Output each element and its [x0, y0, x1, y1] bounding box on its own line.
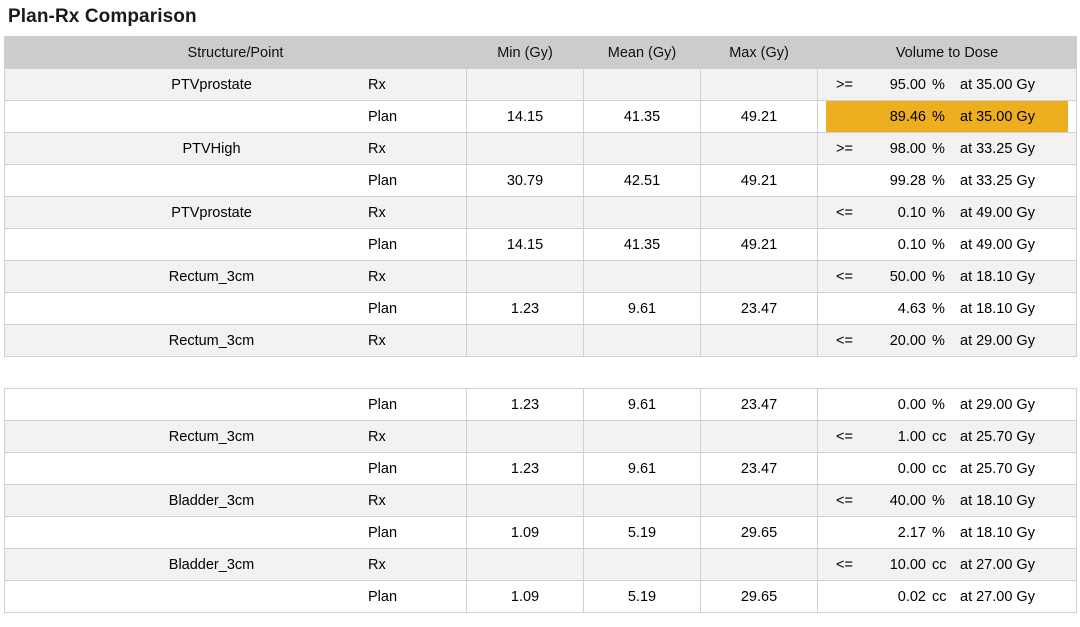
constraint-dose: at 35.00 Gy	[960, 76, 1035, 93]
cell-min: 1.09	[467, 581, 584, 613]
cell-volume	[818, 485, 1077, 517]
cell-structure	[5, 517, 467, 549]
cell-structure	[5, 453, 467, 485]
cell-volume	[818, 517, 1077, 549]
row-kind-label: Plan	[368, 460, 398, 477]
structure-name: PTVprostate	[171, 76, 252, 93]
constraint-value: 2.17	[897, 524, 926, 541]
row-kind-label: Plan	[368, 588, 398, 605]
constraint-dose: at 18.10 Gy	[960, 268, 1035, 285]
cell-volume	[818, 453, 1077, 485]
cell-structure	[5, 69, 467, 101]
constraint-unit: %	[932, 524, 945, 541]
cell-mean: 9.61	[584, 453, 701, 485]
cell-structure	[5, 325, 467, 357]
cell-mean	[584, 485, 701, 517]
cell-max	[701, 421, 818, 453]
constraint-value: 0.00	[897, 460, 926, 477]
row-kind-label: Rx	[368, 492, 386, 509]
constraint-unit: %	[932, 204, 945, 221]
cell-max: 49.21	[701, 101, 818, 133]
constraint-operator: >=	[836, 140, 853, 157]
row-kind-label: Rx	[368, 268, 386, 285]
cell-max	[701, 549, 818, 581]
cell-volume	[818, 69, 1077, 101]
page-title: Plan-Rx Comparison	[8, 6, 197, 27]
table-row	[5, 325, 1077, 357]
cell-mean	[584, 69, 701, 101]
constraint-unit: %	[932, 236, 945, 253]
cell-max: 23.47	[701, 293, 818, 325]
cell-min: 14.15	[467, 229, 584, 261]
cell-structure	[5, 197, 467, 229]
table-row	[5, 517, 1077, 549]
table-row	[5, 197, 1077, 229]
constraint-value: 89.46	[889, 108, 926, 125]
constraint-dose: at 29.00 Gy	[960, 332, 1035, 349]
table-row	[5, 389, 1077, 421]
cell-min: 1.23	[467, 389, 584, 421]
cell-mean: 9.61	[584, 293, 701, 325]
row-kind-label: Rx	[368, 428, 386, 445]
constraint-operator: <=	[836, 332, 853, 349]
column-header-mean: Mean (Gy)	[584, 37, 701, 69]
cell-min: 1.09	[467, 517, 584, 549]
cell-min	[467, 325, 584, 357]
constraint-operator: <=	[836, 204, 853, 221]
cell-volume	[818, 229, 1077, 261]
row-kind-label: Rx	[368, 204, 386, 221]
structure-name: Rectum_3cm	[168, 268, 255, 285]
row-kind-label: Rx	[368, 556, 386, 573]
constraint-unit: %	[932, 140, 945, 157]
constraint-unit: cc	[932, 460, 947, 477]
constraint-dose: at 18.10 Gy	[960, 492, 1035, 509]
cell-min: 14.15	[467, 101, 584, 133]
table-row	[5, 549, 1077, 581]
column-header-volume: Volume to Dose	[818, 37, 1077, 69]
structure-name: Rectum_3cm	[168, 428, 255, 445]
cell-structure	[5, 389, 467, 421]
constraint-value: 0.00	[897, 396, 926, 413]
cell-min	[467, 133, 584, 165]
table-row	[5, 101, 1077, 133]
cell-volume	[818, 581, 1077, 613]
constraint-unit: %	[932, 108, 945, 125]
cell-mean: 5.19	[584, 581, 701, 613]
cell-min: 1.23	[467, 453, 584, 485]
constraint-dose: at 27.00 Gy	[960, 556, 1035, 573]
cell-min	[467, 69, 584, 101]
cell-volume	[818, 133, 1077, 165]
table-row	[5, 69, 1077, 101]
cell-max: 29.65	[701, 581, 818, 613]
constraint-operator: <=	[836, 492, 853, 509]
page-break-gap-cell	[5, 357, 1077, 389]
constraint-operator: <=	[836, 556, 853, 573]
row-kind-label: Plan	[368, 524, 398, 541]
constraint-dose: at 18.10 Gy	[960, 524, 1035, 541]
table-row	[5, 229, 1077, 261]
cell-max	[701, 325, 818, 357]
structure-name: Bladder_3cm	[168, 556, 255, 573]
row-kind-label: Rx	[368, 76, 386, 93]
constraint-dose: at 27.00 Gy	[960, 588, 1035, 605]
cell-structure	[5, 549, 467, 581]
constraint-value: 50.00	[889, 268, 926, 285]
cell-mean	[584, 261, 701, 293]
table-row	[5, 293, 1077, 325]
table-body	[5, 69, 1077, 613]
cell-structure	[5, 485, 467, 517]
row-kind-label: Rx	[368, 140, 386, 157]
table-row	[5, 165, 1077, 197]
cell-max: 23.47	[701, 453, 818, 485]
cell-min	[467, 421, 584, 453]
cell-mean	[584, 197, 701, 229]
cell-max	[701, 485, 818, 517]
constraint-dose: at 49.00 Gy	[960, 204, 1035, 221]
constraint-value: 40.00	[889, 492, 926, 509]
constraint-value: 20.00	[889, 332, 926, 349]
constraint-unit: %	[932, 332, 945, 349]
cell-max: 49.21	[701, 229, 818, 261]
constraint-unit: %	[932, 492, 945, 509]
constraint-value: 0.02	[897, 588, 926, 605]
structure-name: Rectum_3cm	[168, 332, 255, 349]
cell-structure	[5, 133, 467, 165]
cell-max: 49.21	[701, 165, 818, 197]
cell-structure	[5, 101, 467, 133]
cell-structure	[5, 581, 467, 613]
constraint-unit: cc	[932, 588, 947, 605]
constraint-unit: %	[932, 76, 945, 93]
cell-mean: 41.35	[584, 229, 701, 261]
cell-volume-highlighted	[818, 101, 1077, 133]
cell-max: 23.47	[701, 389, 818, 421]
cell-volume	[818, 421, 1077, 453]
column-header-max: Max (Gy)	[701, 37, 818, 69]
cell-min	[467, 197, 584, 229]
constraint-value: 0.10	[897, 204, 926, 221]
constraint-unit: cc	[932, 556, 947, 573]
constraint-dose: at 33.25 Gy	[960, 172, 1035, 189]
constraint-dose: at 25.70 Gy	[960, 460, 1035, 477]
cell-mean	[584, 549, 701, 581]
constraint-value: 4.63	[897, 300, 926, 317]
cell-mean: 5.19	[584, 517, 701, 549]
row-kind-label: Rx	[368, 332, 386, 349]
cell-max	[701, 133, 818, 165]
constraint-dose: at 25.70 Gy	[960, 428, 1035, 445]
constraint-value: 98.00	[889, 140, 926, 157]
cell-volume	[818, 389, 1077, 421]
cell-mean	[584, 325, 701, 357]
constraint-dose: at 35.00 Gy	[960, 108, 1035, 125]
constraint-unit: cc	[932, 428, 947, 445]
structure-name: PTVHigh	[182, 140, 241, 157]
constraint-value: 0.10	[897, 236, 926, 253]
plan-rx-comparison-table	[4, 36, 1077, 613]
cell-mean: 9.61	[584, 389, 701, 421]
table-row	[5, 133, 1077, 165]
structure-name: Bladder_3cm	[168, 492, 255, 509]
cell-min	[467, 261, 584, 293]
constraint-value: 95.00	[889, 76, 926, 93]
cell-volume	[818, 293, 1077, 325]
cell-mean: 41.35	[584, 101, 701, 133]
column-header-min: Min (Gy)	[467, 37, 584, 69]
table-header	[5, 37, 1077, 69]
structure-name: PTVprostate	[171, 204, 252, 221]
row-kind-label: Plan	[368, 396, 398, 413]
cell-structure	[5, 229, 467, 261]
cell-mean	[584, 133, 701, 165]
cell-volume	[818, 165, 1077, 197]
constraint-dose: at 29.00 Gy	[960, 396, 1035, 413]
cell-volume	[818, 261, 1077, 293]
cell-volume	[818, 197, 1077, 229]
cell-min	[467, 485, 584, 517]
row-kind-label: Plan	[368, 236, 398, 253]
table-row	[5, 453, 1077, 485]
cell-structure	[5, 421, 467, 453]
constraint-value: 99.28	[889, 172, 926, 189]
constraint-dose: at 49.00 Gy	[960, 236, 1035, 253]
cell-min: 30.79	[467, 165, 584, 197]
table-row	[5, 485, 1077, 517]
column-header-structure: Structure/Point	[5, 37, 467, 69]
cell-mean: 42.51	[584, 165, 701, 197]
row-kind-label: Plan	[368, 108, 398, 125]
constraint-unit: %	[932, 268, 945, 285]
table-row	[5, 581, 1077, 613]
cell-structure	[5, 261, 467, 293]
table-row	[5, 421, 1077, 453]
constraint-operator: >=	[836, 76, 853, 93]
constraint-operator: <=	[836, 428, 853, 445]
constraint-dose: at 33.25 Gy	[960, 140, 1035, 157]
cell-min: 1.23	[467, 293, 584, 325]
constraint-value: 1.00	[897, 428, 926, 445]
row-kind-label: Plan	[368, 300, 398, 317]
constraint-dose: at 18.10 Gy	[960, 300, 1035, 317]
constraint-unit: %	[932, 172, 945, 189]
constraint-unit: %	[932, 300, 945, 317]
constraint-value: 10.00	[889, 556, 926, 573]
cell-mean	[584, 421, 701, 453]
cell-max: 29.65	[701, 517, 818, 549]
cell-volume	[818, 549, 1077, 581]
constraint-operator: <=	[836, 268, 853, 285]
cell-max	[701, 261, 818, 293]
cell-volume	[818, 325, 1077, 357]
cell-max	[701, 197, 818, 229]
cell-max	[701, 69, 818, 101]
constraint-unit: %	[932, 396, 945, 413]
cell-structure	[5, 293, 467, 325]
row-kind-label: Plan	[368, 172, 398, 189]
cell-min	[467, 549, 584, 581]
table-header-row	[5, 37, 1077, 69]
table-row	[5, 261, 1077, 293]
cell-structure	[5, 165, 467, 197]
page-break-gap	[5, 357, 1077, 389]
